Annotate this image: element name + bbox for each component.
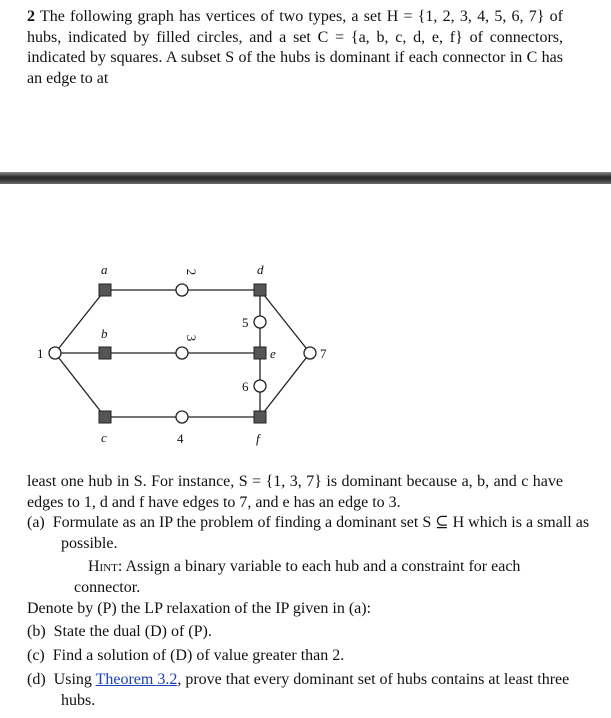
connector-label-f: f (256, 431, 260, 446)
hub-2 (176, 284, 188, 296)
part-c-label: (c) (27, 647, 45, 664)
part-a-label: (a) (27, 514, 45, 531)
hub-connector-graph (25, 250, 355, 460)
hub-6 (254, 380, 266, 392)
hub-7 (304, 347, 316, 359)
hub-label-2: 2 (184, 268, 199, 276)
part-a (27, 513, 597, 554)
connector-label-e: e (270, 346, 276, 361)
part-c-text: Find a solution of (D) of value greater than 2. (52, 647, 345, 664)
connector-d (254, 284, 266, 296)
part-a-text: Formulate as an IP the problem of finding a dominant set S ⊆ H which is a small as possible. (52, 514, 590, 552)
part-b (27, 622, 597, 643)
connector-label-b: b (101, 326, 108, 341)
connector-label-c: c (101, 430, 107, 445)
problem-intro-text: The following graph has vertices of two types, a set H = {1, 2, 3, 4, 5, 6, 7} of hubs, indicated by filled circles, and a set C = {a, b, c, d, e, f} of connectors, indicated by squares. A subset S of the hubs is dominant if each connector in C has an edge to at (27, 8, 563, 87)
hint-label: Hint: (88, 558, 123, 575)
hub-label-7: 7 (320, 346, 327, 361)
hub-label-6: 6 (242, 379, 249, 394)
hub-5 (254, 316, 266, 328)
hint (60, 557, 572, 598)
part-d (27, 670, 597, 711)
connector-b (99, 347, 111, 359)
lp-relaxation-note: Denote by (P) the LP relaxation of the IP given in (a): (27, 600, 372, 617)
hub-1 (49, 347, 61, 359)
theorem-link[interactable]: Theorem 3.2 (95, 671, 178, 688)
connector-label-a: a (101, 262, 108, 277)
hub-3 (176, 347, 188, 359)
part-d-label: (d) (27, 671, 46, 688)
hub-4 (176, 411, 188, 423)
connector-f (254, 411, 266, 423)
connector-c (99, 411, 111, 423)
part-b-text: State the dual (D) of (P). (53, 623, 212, 640)
part-c (27, 646, 597, 667)
hub-label-5: 5 (242, 315, 249, 330)
hint-text: Assign a binary variable to each hub and a constraint for each connector. (74, 558, 521, 596)
hub-label-1: 1 (37, 346, 44, 361)
connector-e (254, 347, 266, 359)
hub-label-4: 4 (177, 431, 184, 446)
problem-continuation: least one hub in S. For instance, S = {1, 3, 7} is dominant because a, b, and c have edges to 1, d and f have edges to 7, and e has an edge to 3. (27, 473, 563, 511)
problem-number: 2 (27, 8, 35, 25)
part-b-label: (b) (27, 623, 46, 640)
hub-label-3: 3 (184, 334, 199, 342)
part-d-text-before: Using (53, 671, 96, 688)
connector-label-d: d (257, 262, 264, 277)
problem-intro (27, 7, 563, 89)
page-separator (0, 172, 611, 184)
part-d-text-after: , prove that every dominant set of hubs contains at least three hubs. (61, 671, 570, 709)
connector-a (99, 284, 111, 296)
